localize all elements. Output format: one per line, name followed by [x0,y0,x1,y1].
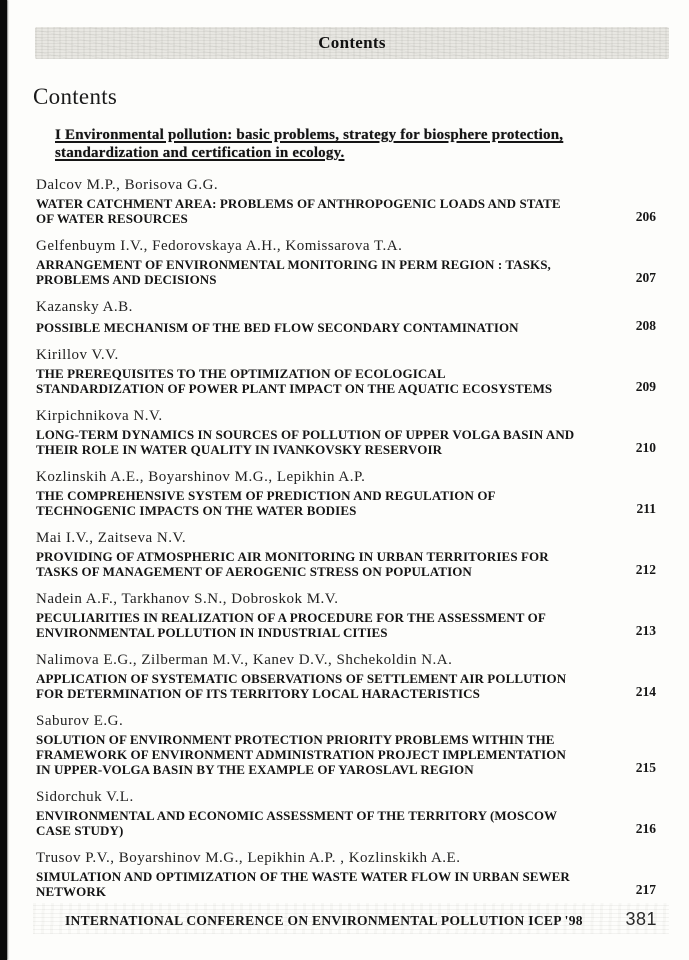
toc-entry [36,590,656,640]
entry-page-number: 213 [635,623,656,638]
entry-title: APPLICATION OF SYSTEMATIC OBSERVATIONS OF SETTLEMENT AIR POLLUTION FOR DETERMINATION OF ITS TERRITORY LOCAL HARACTERISTICS [36,671,567,701]
entry-page-number: 207 [635,270,656,285]
entry-authors: Trusov P.V., Boyarshinov M.G., Lepikhin A.P. , Kozlinskikh A.E. [36,850,461,866]
entry-authors: Sidorchuk V.L. [36,789,134,805]
toc-entry [36,529,656,579]
entry-title: ENVIRONMENTAL AND ECONOMIC ASSESSMENT OF THE TERRITORY (MOSCOW CASE STUDY) [36,808,557,838]
footer-page-number: 381 [625,909,657,929]
toc-entry [36,712,656,777]
entry-body [36,732,656,777]
entry-title: SIMULATION AND OPTIMIZATION OF THE WASTE WATER FLOW IN URBAN SEWER NETWORK [36,869,570,899]
page-footer [33,903,669,934]
entry-body [36,869,656,899]
entry-title: LONG-TERM DYNAMICS IN SOURCES OF POLLUTION OF UPPER VOLGA BASIN AND THEIR ROLE IN WATER QUALITY IN IVANKOVSKY RESERVOIR [36,427,575,457]
toc-entries [36,176,656,910]
scan-edge-artifact [0,0,7,960]
entry-body [36,257,656,287]
running-header-title: Contents [318,33,386,52]
entry-authors: Gelfenbuym I.V., Fedorovskaya A.H., Komissarova T.A. [36,238,403,254]
toc-entry [36,651,656,701]
entry-page-number: 210 [635,440,656,455]
entry-authors: Nalimova E.G., Zilberman M.V., Kanev D.V., Shchekoldin N.A. [36,652,453,668]
toc-entry [36,849,656,899]
entry-page-number: 216 [635,821,656,836]
entry-authors: Nadein A.F., Tarkhanov S.N., Dobroskok M.V. [36,591,339,607]
entry-page-number: 211 [636,501,656,516]
toc-entry [36,468,656,518]
entry-page-number: 215 [635,760,656,775]
entry-title: WATER CATCHMENT AREA: PROBLEMS OF ANTHROPOGENIC LOADS AND STATE OF WATER RESOURCES [36,196,561,226]
entry-body [36,318,656,335]
entry-title: THE PREREQUISITES TO THE OPTIMIZATION OF ECOLOGICAL STANDARDIZATION OF POWER PLANT IMPACT ON THE AQUATIC ECOSYSTEMS [36,366,553,396]
entry-title: THE COMPREHENSIVE SYSTEM OF PREDICTION AND REGULATION OF TECHNOGENIC IMPACTS ON THE WATER BODIES [36,488,496,518]
entry-title: POSSIBLE MECHANISM OF THE BED FLOW SECONDARY CONTAMINATION [36,320,519,335]
entry-page-number: 214 [635,684,656,699]
entry-body [36,488,656,518]
toc-entry [36,298,656,335]
entry-page-number: 206 [635,209,656,224]
entry-page-number: 212 [635,562,656,577]
entry-title: PROVIDING OF ATMOSPHERIC AIR MONITORING IN URBAN TERRITORIES FOR TASKS OF MANAGEMENT OF AEROGENIC STRESS ON POPULATION [36,549,549,579]
entry-page-number: 217 [635,882,656,897]
toc-entry [36,407,656,457]
entry-authors: Kozlinskih A.E., Boyarshinov M.G., Lepikhin A.P. [36,469,366,485]
footer-conference-title: INTERNATIONAL CONFERENCE ON ENVIRONMENTAL POLLUTION ICEP '98 [65,913,583,928]
entry-body [36,610,656,640]
entry-body [36,427,656,457]
entry-body [36,808,656,838]
entry-authors: Dalcov M.P., Borisova G.G. [36,177,219,193]
toc-entry [36,237,656,287]
entry-body [36,366,656,396]
entry-authors: Mai I.V., Zaitseva N.V. [36,530,187,546]
toc-entry [36,788,656,838]
entry-title: ARRANGEMENT OF ENVIRONMENTAL MONITORING IN PERM REGION : TASKS, PROBLEMS AND DECISIONS [36,257,551,287]
entry-authors: Saburov E.G. [36,713,124,729]
section-heading: I Environmental pollution: basic problems, strategy for biosphere protection, standardization and certification in ecology. [55,127,564,162]
toc-entry [36,176,656,226]
page-title: Contents [33,84,118,109]
entry-authors: Kirillov V.V. [36,347,119,363]
entry-page-number: 209 [635,379,656,394]
entry-body [36,549,656,579]
entry-authors: Kirpichnikova N.V. [36,408,163,424]
running-header-band [35,27,669,59]
entry-authors: Kazansky A.B. [36,299,133,315]
entry-page-number: 208 [635,318,656,333]
entry-title: PECULIARITIES IN REALIZATION OF A PROCEDURE FOR THE ASSESSMENT OF ENVIRONMENTAL POLLUTION IN INDUSTRIAL CITIES [36,610,546,640]
toc-entry [36,346,656,396]
entry-body [36,671,656,701]
entry-title: SOLUTION OF ENVIRONMENT PROTECTION PRIORITY PROBLEMS WITHIN THE FRAMEWORK OF ENVIRONMENT ADMINISTRATION PROJECT IMPLEMENTATION IN UPPER-VOLGA BASIN BY THE EXAMPLE OF YAROSLAVL REGION [36,732,566,777]
entry-body [36,196,656,226]
